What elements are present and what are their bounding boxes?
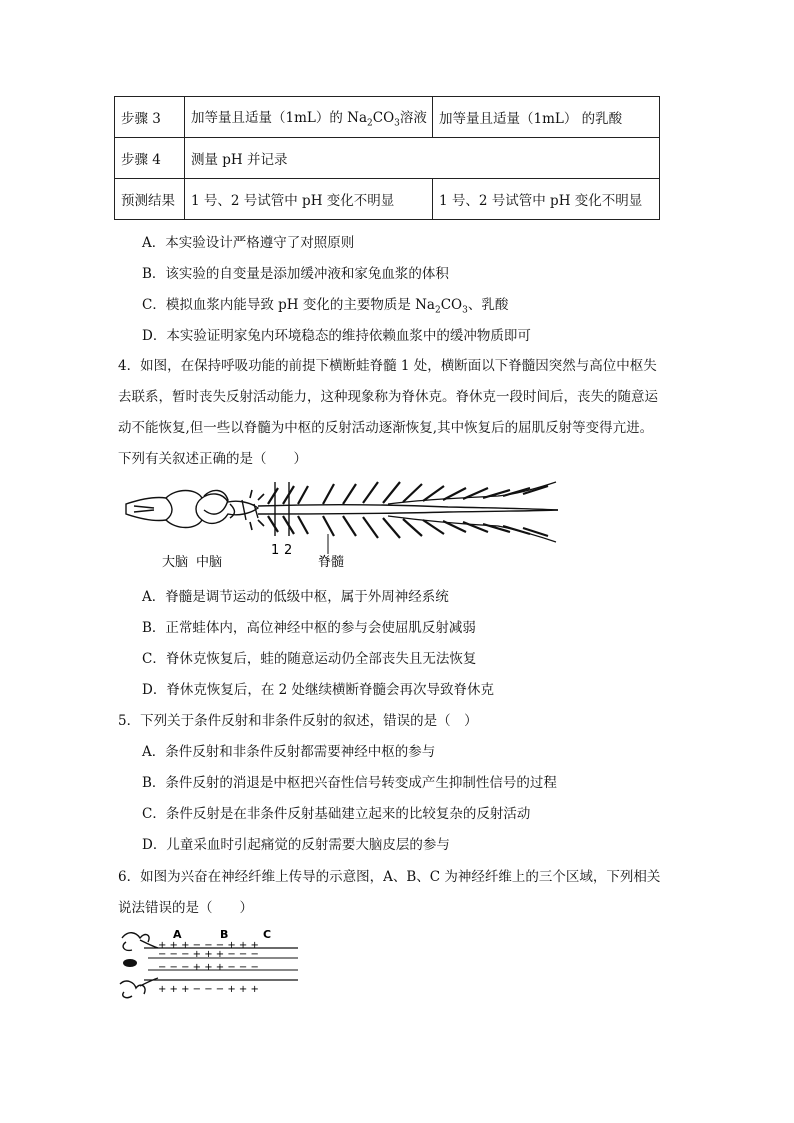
q5-option-b: B．条件反射的消退是中枢把兴奋性信号转变成产生抑制性信号的过程: [142, 775, 557, 791]
region-label-a: A: [173, 928, 182, 941]
table-cell-label: 步骤 4: [115, 138, 185, 179]
table-cell-label: 预测结果: [115, 179, 185, 220]
q3-option-c: C．模拟血浆内能导致 pH 变化的主要物质是 $Na_2CO_3$、乳酸: [142, 297, 509, 316]
q4-option-d: D．脊休克恢复后，在 2 处继续横断脊髓会再次导致脊休克: [142, 682, 494, 698]
q4-stem-line: 动不能恢复,但一些以脊髓为中枢的反射活动逐渐恢复,其中恢复后的屈肌反射等变得亢进。: [118, 420, 654, 436]
q6-stem-line: 6．如图为兴奋在神经纤维上传导的示意图，A、B、C 为神经纤维上的三个区域，下列相关: [118, 869, 661, 885]
q5-option-c: C．条件反射是在非条件反射基础建立起来的比较复杂的反射活动: [142, 806, 531, 822]
table-cell: 加等量且适量（1mL） 的乳酸: [433, 97, 660, 138]
q4-option-b: B．正常蛙体内，高位神经中枢的参与会使屈肌反射减弱: [142, 620, 476, 636]
charge-row-inner-bottom: − − − + + + − − −: [158, 962, 259, 973]
q3-option-d: D．本实验证明家兔内环境稳态的维持依赖血浆中的缓冲物质即可: [142, 328, 531, 344]
label-midbrain: 中脑: [196, 555, 223, 570]
charge-row-inner-top: − − − + + + − − −: [158, 949, 259, 960]
table-row: [115, 179, 660, 220]
table-cell: 1 号、2 号试管中 pH 变化不明显: [433, 179, 660, 220]
table-cell: 加等量且适量（1mL）的 $Na_2CO_3$溶液: [185, 97, 433, 138]
table-row: [115, 138, 660, 179]
q4-option-c: C．脊休克恢复后，蛙的随意运动仍全部丧失且无法恢复: [142, 651, 477, 667]
label-spinal-cord: 脊髓: [318, 555, 345, 570]
label-cut-1: 1: [271, 543, 280, 558]
frog-brain-drawing: [126, 490, 258, 527]
nerve-fiber-figure: [118, 926, 300, 1000]
table-cell: 测量 pH 并记录: [185, 138, 660, 179]
charge-row-outer-bottom: + + + − − − + + +: [158, 984, 259, 995]
nucleus-dot: [123, 959, 137, 967]
q4-stem-line: 4．如图，在保持呼吸功能的前提下横断蛙脊髓 1 处，横断面以下脊髓因突然与高位中枢失: [118, 358, 657, 374]
region-label-b: B: [220, 928, 229, 941]
frog-spinal-cord-figure: [118, 474, 563, 574]
q5-option-a: A．条件反射和非条件反射都需要神经中枢的参与: [142, 744, 436, 760]
spinal-cord-drawing: [250, 482, 558, 542]
q4-stem-line: 去联系，暂时丧失反射活动能力，这种现象称为脊休克。脊休克一段时间后，丧失的随意运: [118, 389, 658, 405]
q4-stem-line: 下列有关叙述正确的是（ ）: [118, 451, 307, 467]
q5-stem: 5．下列关于条件反射和非条件反射的叙述，错误的是（ ）: [118, 713, 478, 729]
q5-option-d: D．儿童采血时引起痛觉的反射需要大脑皮层的参与: [142, 837, 450, 853]
q3-option-a: A．本实验设计严格遵守了对照原则: [142, 235, 355, 251]
region-label-c: C: [263, 928, 272, 941]
experiment-steps-table: [114, 96, 660, 220]
table-cell-label: 步骤 3: [115, 97, 185, 138]
label-cut-2: 2: [284, 543, 293, 558]
q4-option-a: A．脊髓是调节运动的低级中枢，属于外周神经系统: [142, 589, 449, 605]
label-brain: 大脑: [162, 555, 189, 570]
table-cell: 1 号、2 号试管中 pH 变化不明显: [185, 179, 433, 220]
q3-option-b: B．该实验的自变量是添加缓冲液和家兔血浆的体积: [142, 266, 449, 282]
charge-row-outer-top: + + + − − − + + +: [158, 940, 259, 951]
q6-stem-line: 说法错误的是（ ）: [118, 900, 253, 916]
table-row: [115, 97, 660, 138]
